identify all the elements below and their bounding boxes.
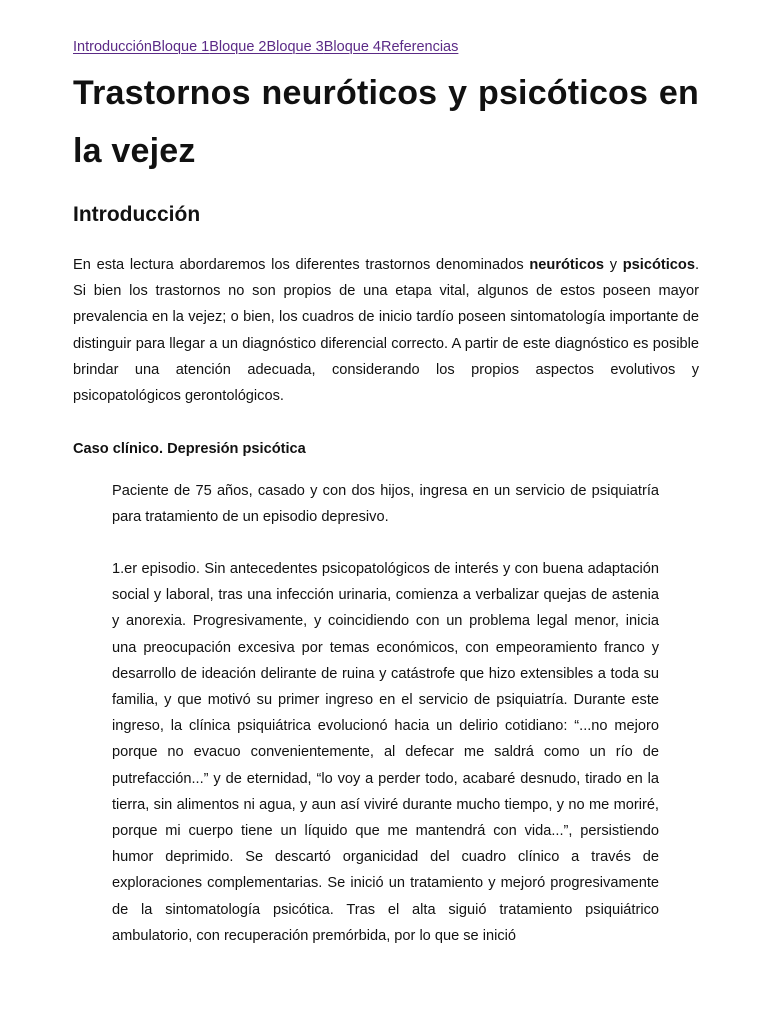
nav-link-referencias[interactable]: Referencias (381, 39, 459, 55)
section-heading: Introducción (73, 203, 201, 226)
nav-link-bloque-4[interactable]: Bloque 4 (323, 39, 381, 55)
page-title: Trastornos neuróticos y psicóticos en la vejez (73, 74, 699, 170)
case-heading: Caso clínico. Depresión psicótica (73, 441, 306, 457)
breadcrumb-nav (73, 38, 458, 56)
case-paragraph-2: 1.er episodio. Sin antecedentes psicopatológicos de interés y con buena adaptación social y laboral, tras una infección urinaria, comienza a verbalizar quejas de astenia y anorexia. Progresivamente, y coincidiendo con un problema legal menor, inicia una preocupación excesiva por temas económicos, con empeoramiento franco y desarrollo de ideación delirante de ruina y catástrofe que hizo extensibles a toda su familia, y que motivó su primer ingreso en el servicio de psiquiatría. Durante este ingreso, la clínica psiquiátrica evolucionó hacia un delirio cotidiano: “...no mejoro porque no evacuo convenientemente, al defecar me saldrá como un río de putrefacción...” y de eternidad, “lo voy a perder todo, acabaré desnudo, tirado en la tierra, sin alimentos ni agua, y aun así viviré durante mucho tiempo, y no me moriré, porque mi cuerpo tiene un líquido que me mantendrá con vida...”, persistiendo humor deprimido. Se descartó organicidad del cuadro clínico a través de exploraciones complementarias. Se inició un tratamiento y mejoró progresivamente de la sintomatología psicótica. Tras el alta siguió tratamiento psiquiátrico ambulatorio, con recuperación premórbida, por lo que se inició (112, 561, 659, 944)
nav-link-introduccion[interactable]: Introducción (73, 39, 152, 55)
intro-text-1: En esta lectura abordaremos los diferentes trastornos denominados (73, 257, 530, 273)
nav-link-bloque-3[interactable]: Bloque 3 (266, 39, 324, 55)
intro-bold-neuroticos: neuróticos (529, 257, 604, 273)
case-paragraph-1: Paciente de 75 años, casado y con dos hijos, ingresa en un servicio de psiquiatría para tratamiento de un episodio depresivo. (112, 483, 659, 526)
intro-bold-psicoticos: psicóticos (622, 257, 695, 273)
intro-text-3: . Si bien los trastornos no son propios de una etapa vital, algunos de estos poseen mayor prevalencia en la vejez; o bien, los cuadros de inicio tardío poseen sintomatología importante de distinguir para llegar a un diagnóstico diferencial correcto. A partir de este diagnóstico es posible brindar una atención adecuada, considerando los propios aspectos evolutivos y psicopatológicos gerontológicos. (73, 257, 700, 405)
nav-link-bloque-1[interactable]: Bloque 1 (152, 39, 210, 55)
nav-link-bloque-2[interactable]: Bloque 2 (209, 39, 267, 55)
intro-text-2: y (603, 257, 623, 273)
intro-paragraph (73, 252, 699, 409)
